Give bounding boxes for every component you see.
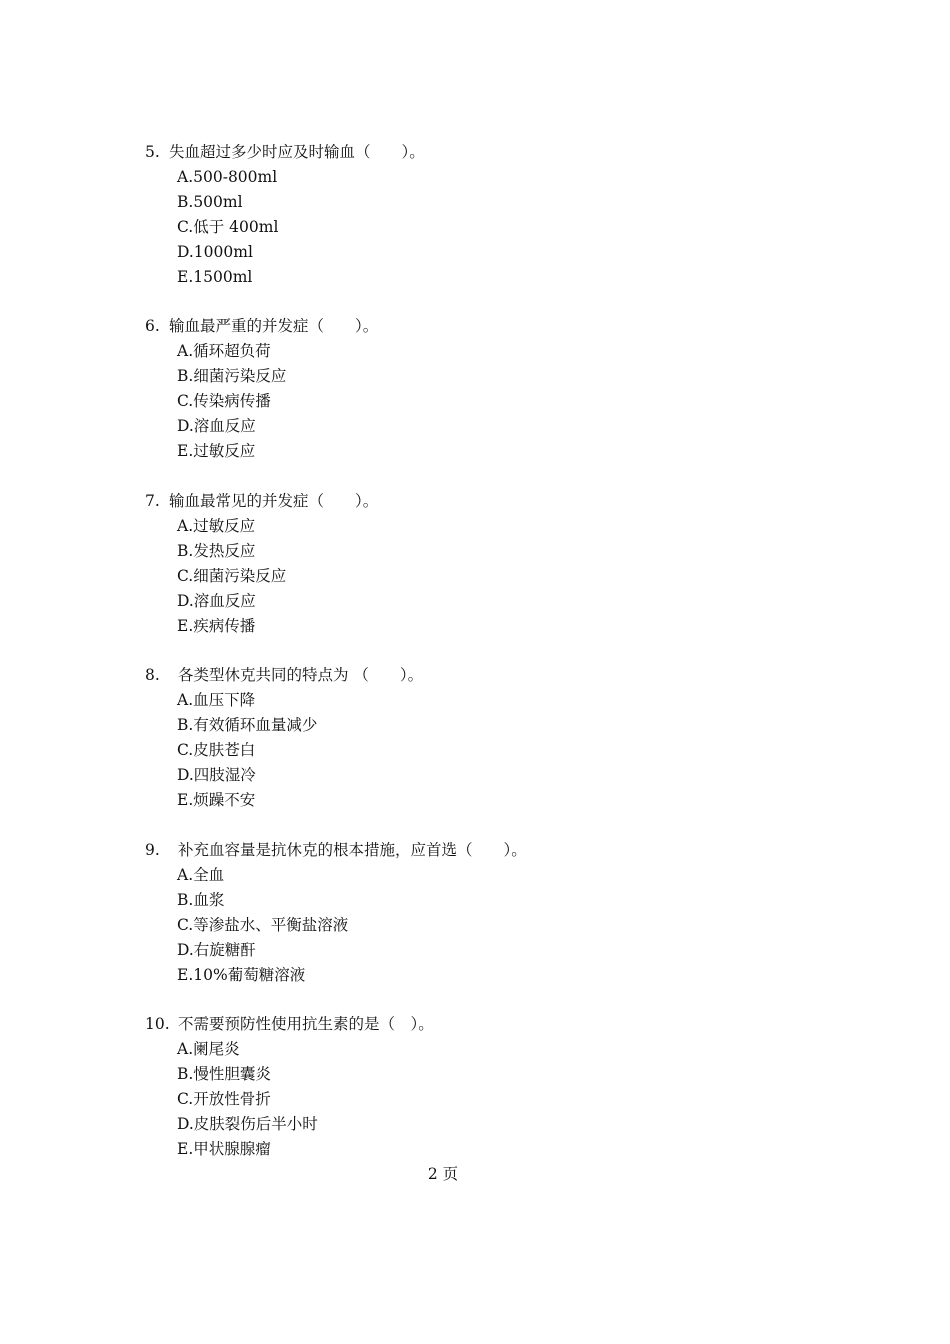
option-e: E.疾病传播 [177,617,256,635]
question-5 [145,140,865,290]
question-10 [145,1012,865,1162]
question-7 [145,489,865,639]
option-d: D.右旋糖酐 [177,941,256,959]
option-e: E.1500ml [177,268,253,286]
option-d: D.皮肤裂伤后半小时 [177,1115,318,1133]
option-c: C.低于 400ml [177,218,279,236]
option-c: C.等渗盐水、平衡盐溶液 [177,916,349,934]
question-stem-line [145,838,865,863]
option-a: A.血压下降 [177,691,256,709]
option-a: A.循环超负荷 [177,342,271,360]
option-b: B.细菌污染反应 [177,367,287,385]
option-e: E.10%葡萄糖溶液 [177,966,306,984]
option-c: C.传染病传播 [177,392,271,410]
option-c: C.细菌污染反应 [177,567,287,585]
option-e: E.甲状腺腺瘤 [177,1140,271,1158]
question-text: 失血超过多少时应及时输血（ ）。 [169,143,425,161]
option-d: D.溶血反应 [177,592,256,610]
question-8 [145,663,865,813]
option-a: A.全血 [177,866,225,884]
option-b: B.有效循环血量减少 [177,716,318,734]
option-c: C.开放性骨折 [177,1090,271,1108]
option-a: A.阑尾炎 [177,1040,240,1058]
question-number: 5. [145,143,160,161]
question-stem-line [145,140,865,165]
option-e: E.过敏反应 [177,442,256,460]
option-e: E.烦躁不安 [177,791,256,809]
option-d: D.四肢湿冷 [177,766,256,784]
option-b: B.500ml [177,193,243,211]
question-6 [145,314,865,464]
question-stem-line [145,489,865,514]
question-text: 各类型休克共同的特点为 （ ）。 [178,666,424,684]
option-b: B.发热反应 [177,542,256,560]
question-stem-line [145,314,865,339]
question-number: 9. [145,841,160,859]
question-number: 6. [145,317,160,335]
question-text: 输血最严重的并发症（ ）。 [169,317,379,335]
page-number: 2 页 [427,1165,459,1183]
question-text: 不需要预防性使用抗生素的是（ ）。 [178,1015,434,1033]
question-text: 输血最常见的并发症（ ）。 [169,492,379,510]
option-b: B.慢性胆囊炎 [177,1065,271,1083]
question-9 [145,838,865,988]
question-number: 8. [145,666,160,684]
option-b: B.血浆 [177,891,225,909]
option-a: A.500-800ml [177,168,278,186]
question-text: 补充血容量是抗休克的根本措施，应首选（ ）。 [178,841,527,859]
question-number: 10. [145,1015,170,1033]
option-d: D.1000ml [177,243,253,261]
question-stem-line [145,663,865,688]
option-a: A.过敏反应 [177,517,256,535]
option-d: D.溶血反应 [177,417,256,435]
question-number: 7. [145,492,160,510]
question-stem-line [145,1012,865,1037]
option-c: C.皮肤苍白 [177,741,256,759]
